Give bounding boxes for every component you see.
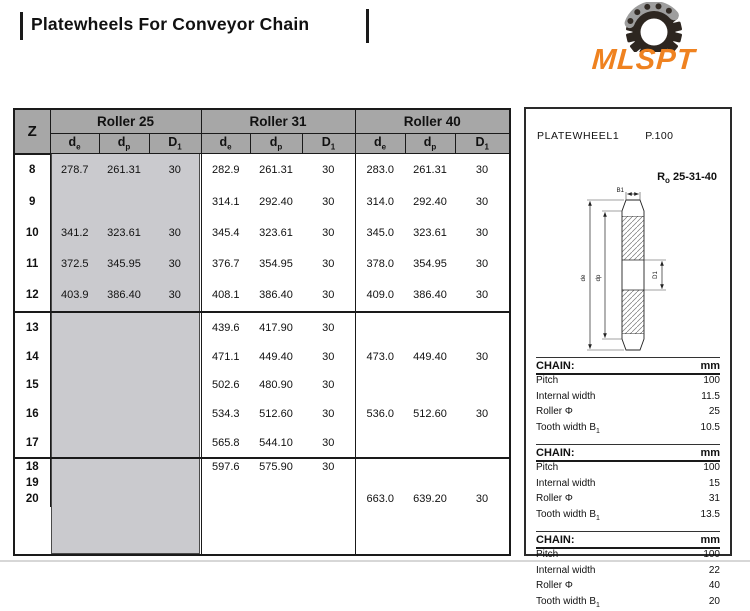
z-cell: 19 — [14, 475, 50, 491]
table-row — [14, 217, 510, 248]
data-cell — [50, 186, 99, 217]
dimension-table — [13, 108, 511, 556]
platewheel-drawing — [572, 183, 692, 355]
data-cell: 314.0 — [355, 186, 405, 217]
roller31-group-header: Roller 31 — [201, 109, 355, 134]
data-cell: 30 — [302, 279, 355, 312]
hatched-lower-body — [622, 290, 644, 334]
data-cell — [455, 458, 510, 475]
data-cell: 439.6 — [201, 312, 250, 342]
data-cell: 403.9 — [50, 279, 99, 312]
data-cell: 597.6 — [201, 458, 250, 475]
chain-unit: mm — [700, 360, 720, 372]
company-logo — [594, 2, 724, 80]
spec-label: Internal width — [536, 391, 595, 407]
spec-value: 11.5 — [701, 391, 720, 407]
empty-cell — [50, 507, 99, 555]
data-cell — [99, 491, 149, 507]
data-cell: 30 — [302, 186, 355, 217]
data-cell: 30 — [455, 279, 510, 312]
data-cell: 639.20 — [405, 491, 455, 507]
data-cell: 278.7 — [50, 154, 99, 187]
data-cell: 30 — [455, 342, 510, 371]
z-column-header: Z — [14, 109, 50, 154]
chain-spec-block — [536, 444, 720, 524]
data-cell: 386.40 — [405, 279, 455, 312]
chain-label: CHAIN: — [536, 360, 575, 372]
empty-cell — [250, 507, 302, 555]
chain-spec-row — [536, 596, 720, 611]
chain-label: CHAIN: — [536, 534, 575, 546]
data-cell: 30 — [302, 428, 355, 459]
subheader-de: $d_e$ — [201, 134, 250, 154]
model-prefix: R — [657, 171, 665, 183]
spec-value: 100 — [703, 462, 720, 478]
data-cell — [455, 475, 510, 491]
chain-spec-row — [536, 509, 720, 525]
data-cell: 30 — [455, 248, 510, 279]
page-title: Platewheels For Conveyor Chain — [31, 14, 309, 35]
data-cell — [99, 458, 149, 475]
table-row — [14, 458, 510, 475]
chain-unit: mm — [700, 447, 720, 459]
data-cell — [99, 475, 149, 491]
data-cell: 261.31 — [99, 154, 149, 187]
spec-label: Tooth width $B_1$ — [536, 596, 600, 611]
spec-label: Tooth width $B_1$ — [536, 509, 600, 525]
z-cell: 8 — [14, 154, 50, 187]
data-cell — [455, 312, 510, 342]
top-tooth — [622, 200, 644, 216]
data-cell: 354.95 — [405, 248, 455, 279]
data-cell — [302, 475, 355, 491]
data-cell: 354.95 — [250, 248, 302, 279]
data-cell: 30 — [455, 399, 510, 428]
model-suffix: 25-31-40 — [670, 171, 717, 183]
data-cell — [355, 458, 405, 475]
data-cell — [50, 371, 99, 400]
data-cell: 341.2 — [50, 217, 99, 248]
chain-specs — [536, 357, 720, 611]
data-cell: 30 — [455, 186, 510, 217]
data-cell: 30 — [149, 217, 201, 248]
data-cell — [355, 371, 405, 400]
title-right-bar — [366, 9, 369, 43]
data-cell: 534.3 — [201, 399, 250, 428]
panel-header — [537, 130, 673, 142]
data-cell: 345.95 — [99, 248, 149, 279]
data-cell: 417.90 — [250, 312, 302, 342]
data-cell — [99, 186, 149, 217]
data-cell — [355, 475, 405, 491]
chain-spec-row — [536, 462, 720, 478]
bottom-tooth — [622, 334, 644, 350]
data-cell: 30 — [455, 491, 510, 507]
data-cell — [149, 458, 201, 475]
data-cell — [405, 428, 455, 459]
spec-label: Roller Φ — [536, 493, 573, 509]
table-row — [14, 475, 510, 491]
spec-label: Roller Φ — [536, 406, 573, 422]
data-cell — [149, 186, 201, 217]
table-row — [14, 279, 510, 312]
empty-filler-row — [14, 507, 510, 555]
data-cell: 512.60 — [250, 399, 302, 428]
data-cell: 30 — [149, 154, 201, 187]
data-cell: 536.0 — [355, 399, 405, 428]
data-cell: 30 — [302, 371, 355, 400]
spec-value: 40 — [709, 580, 720, 596]
z-cell: 18 — [14, 458, 50, 475]
data-cell: 409.0 — [355, 279, 405, 312]
data-cell: 345.4 — [201, 217, 250, 248]
platewheel-dimension-table — [13, 108, 509, 556]
empty-cell — [99, 507, 149, 555]
spec-label: Internal width — [536, 478, 595, 494]
data-cell — [201, 475, 250, 491]
data-cell: 345.0 — [355, 217, 405, 248]
table-row — [14, 371, 510, 400]
data-cell: 30 — [302, 248, 355, 279]
dp-dimension-label: dp — [596, 274, 602, 281]
subheader-de: $d_e$ — [355, 134, 405, 154]
spec-value: 25 — [709, 406, 720, 422]
chain-unit: mm — [700, 534, 720, 546]
roller25-group-header: Roller 25 — [50, 109, 201, 134]
data-cell: 323.61 — [250, 217, 302, 248]
data-cell: 314.1 — [201, 186, 250, 217]
chain-label: CHAIN: — [536, 447, 575, 459]
chain-spec-header — [536, 445, 720, 462]
empty-cell — [455, 507, 510, 555]
data-cell — [355, 312, 405, 342]
subheader-dp: $d_p$ — [250, 134, 302, 154]
data-cell: 283.0 — [355, 154, 405, 187]
data-cell: 292.40 — [405, 186, 455, 217]
spec-label: Pitch — [536, 462, 558, 478]
subheader-d1: $D_1$ — [149, 134, 201, 154]
data-cell — [99, 399, 149, 428]
empty-cell — [355, 507, 405, 555]
data-cell: 512.60 — [405, 399, 455, 428]
spec-value: 20 — [709, 596, 720, 611]
logo-wordmark: MLSPT — [591, 44, 727, 77]
data-cell — [405, 458, 455, 475]
chain-spec-row — [536, 493, 720, 509]
spec-label: Internal width — [536, 565, 595, 581]
data-cell — [149, 399, 201, 428]
data-cell — [455, 371, 510, 400]
chain-spec-row — [536, 565, 720, 581]
data-cell: 378.0 — [355, 248, 405, 279]
subheader-d1: $D_1$ — [455, 134, 510, 154]
z-cell: 11 — [14, 248, 50, 279]
spec-value: 100 — [703, 549, 720, 565]
z-cell: 10 — [14, 217, 50, 248]
data-cell: 502.6 — [201, 371, 250, 400]
chain-spec-header — [536, 358, 720, 375]
data-cell — [149, 371, 201, 400]
z-cell: 20 — [14, 491, 50, 507]
data-cell: 386.40 — [99, 279, 149, 312]
data-cell — [50, 491, 99, 507]
data-cell — [355, 428, 405, 459]
z-cell: 17 — [14, 428, 50, 459]
table-row — [14, 428, 510, 459]
d1-dimension-label: D1 — [653, 271, 659, 279]
data-cell — [405, 312, 455, 342]
z-cell: 14 — [14, 342, 50, 371]
chain-spec-row — [536, 580, 720, 596]
data-cell — [99, 428, 149, 459]
chain-spec-row — [536, 375, 720, 391]
z-cell: 9 — [14, 186, 50, 217]
z-cell: 15 — [14, 371, 50, 400]
spec-label: Pitch — [536, 549, 558, 565]
table-row — [14, 186, 510, 217]
data-cell: 30 — [302, 399, 355, 428]
data-cell: 30 — [302, 154, 355, 187]
data-cell: 30 — [302, 312, 355, 342]
table-row — [14, 342, 510, 371]
data-cell: 261.31 — [250, 154, 302, 187]
table-row — [14, 248, 510, 279]
data-cell — [50, 399, 99, 428]
data-cell: 473.0 — [355, 342, 405, 371]
data-cell — [99, 342, 149, 371]
data-cell: 30 — [302, 217, 355, 248]
data-cell — [302, 491, 355, 507]
empty-cell — [302, 507, 355, 555]
z-cell: 16 — [14, 399, 50, 428]
data-cell: 30 — [149, 279, 201, 312]
chain-spec-row — [536, 391, 720, 407]
spec-value: 15 — [709, 478, 720, 494]
data-cell: 386.40 — [250, 279, 302, 312]
data-cell: 544.10 — [250, 428, 302, 459]
data-cell — [250, 491, 302, 507]
data-cell — [250, 475, 302, 491]
b1-dimension-label: B1 — [617, 188, 625, 194]
empty-cell — [14, 507, 50, 555]
hatched-upper-body — [622, 216, 644, 260]
data-cell: 565.8 — [201, 428, 250, 459]
spec-value: 100 — [703, 375, 720, 391]
data-cell — [50, 312, 99, 342]
spec-label: Pitch — [536, 375, 558, 391]
chain-spec-row — [536, 422, 720, 438]
spec-value: 13.5 — [701, 509, 720, 525]
data-cell: 449.40 — [405, 342, 455, 371]
data-cell: 372.5 — [50, 248, 99, 279]
data-cell: 323.61 — [405, 217, 455, 248]
data-cell — [149, 312, 201, 342]
data-cell: 30 — [302, 458, 355, 475]
data-cell: 376.7 — [201, 248, 250, 279]
data-cell — [50, 428, 99, 459]
data-cell: 292.40 — [250, 186, 302, 217]
title-left-bar — [20, 12, 23, 40]
z-cell: 13 — [14, 312, 50, 342]
data-cell: 30 — [455, 217, 510, 248]
chain-spec-row — [536, 478, 720, 494]
table-row — [14, 399, 510, 428]
subheader-d1: $D_1$ — [302, 134, 355, 154]
data-cell — [201, 491, 250, 507]
data-cell — [149, 428, 201, 459]
data-cell — [99, 312, 149, 342]
spec-label: Roller Φ — [536, 580, 573, 596]
chain-spec-row — [536, 406, 720, 422]
spec-value: 31 — [709, 493, 720, 509]
product-panel — [524, 107, 732, 556]
data-cell: 449.40 — [250, 342, 302, 371]
subheader-de: $d_e$ — [50, 134, 99, 154]
data-cell — [149, 475, 201, 491]
table-row — [14, 154, 510, 187]
spec-label: Tooth width $B_1$ — [536, 422, 600, 438]
empty-cell — [405, 507, 455, 555]
data-cell: 261.31 — [405, 154, 455, 187]
data-cell: 408.1 — [201, 279, 250, 312]
next-page-edge — [0, 560, 750, 562]
chain-spec-row — [536, 549, 720, 565]
product-name: PLATEWHEEL1 — [537, 130, 619, 142]
chain-spec-header — [536, 532, 720, 549]
subheader-dp: $d_p$ — [99, 134, 149, 154]
data-cell: 575.90 — [250, 458, 302, 475]
data-cell — [149, 491, 201, 507]
roller40-group-header: Roller 40 — [355, 109, 510, 134]
data-cell — [50, 475, 99, 491]
spec-value: 22 — [709, 565, 720, 581]
de-dimension-label: de — [581, 274, 587, 281]
data-cell: 282.9 — [201, 154, 250, 187]
table-row — [14, 491, 510, 507]
model-subscript: o — [665, 176, 670, 185]
z-cell: 12 — [14, 279, 50, 312]
data-cell: 480.90 — [250, 371, 302, 400]
data-cell: 30 — [302, 342, 355, 371]
empty-cell — [149, 507, 201, 555]
data-cell — [50, 342, 99, 371]
data-cell — [99, 371, 149, 400]
empty-cell — [201, 507, 250, 555]
chain-spec-block — [536, 357, 720, 437]
table-row — [14, 312, 510, 342]
data-cell: 323.61 — [99, 217, 149, 248]
data-cell — [50, 458, 99, 475]
data-cell — [149, 342, 201, 371]
subheader-dp: $d_p$ — [405, 134, 455, 154]
data-cell: 471.1 — [201, 342, 250, 371]
data-cell: 30 — [455, 154, 510, 187]
chain-spec-block — [536, 531, 720, 611]
data-cell — [405, 475, 455, 491]
data-cell — [455, 428, 510, 459]
page-ref: P.100 — [645, 130, 673, 142]
data-cell — [405, 371, 455, 400]
data-cell: 30 — [149, 248, 201, 279]
spec-value: 10.5 — [701, 422, 720, 438]
data-cell: 663.0 — [355, 491, 405, 507]
